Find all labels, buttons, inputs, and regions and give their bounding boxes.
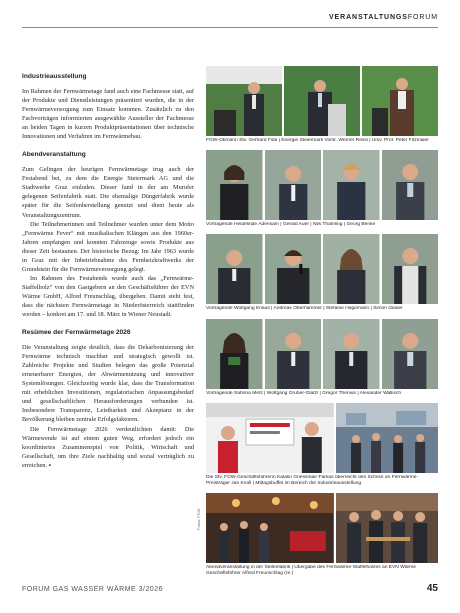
photo-lunch-buffet — [336, 403, 438, 473]
section-title — [329, 14, 438, 21]
photo-speaker-thamling — [323, 150, 380, 220]
photo-row-1 — [206, 66, 438, 136]
photo-speaker-wallisch — [382, 319, 439, 389]
photo-speaker-glaser — [382, 234, 439, 304]
photo-row-4 — [206, 319, 438, 389]
photo-speaker-benke — [382, 150, 439, 220]
publication-name: FORUM GAS WASSER WÄRME 3/2026 — [22, 586, 164, 593]
photo-speaker-gruber-glatzl — [265, 319, 322, 389]
photo-speaker-metz — [206, 319, 263, 389]
page-number: 45 — [426, 583, 438, 594]
photo-speaker-thenius — [323, 319, 380, 389]
photo-speaker-ressi — [284, 66, 360, 136]
photo-caption: Vortragende Wolfgang Knaus | Andreas Oberhammer | Stefanie Hagemann | Simon Glaser — [206, 306, 403, 312]
photo-speaker-auer — [265, 150, 322, 220]
paragraph: Im Rahmen des Festabends wurde auch das „Fernwärme-Staffelholz“ von den Gastgebern an den Geschäftsführer der EVN Wärme GmbH, Alfred Freunschlag, übergeben. Damit steht fest, dass die nächsten Fernwärmetage in Niederösterreich stattfinden werden – konkret am 17. und 18. März in Wiener Neustadt. — [22, 274, 194, 319]
photo-gallery — [206, 66, 438, 584]
photo-speaker-adensam — [206, 150, 263, 220]
section-divider — [22, 27, 438, 28]
photo-staffelholz-handover — [336, 493, 438, 563]
heading-abendveranstaltung: Abendveranstaltung — [22, 151, 86, 159]
photo-speaker-hagemann — [323, 234, 380, 304]
photo-credit: Fotos: FGW — [196, 508, 201, 530]
photo-row-6 — [206, 493, 438, 563]
photo-caption: Abendveranstaltung in der Seifenfabrik | Übergabe des Fernwärme-Staffelholzes an EVN Wärme Geschäftsführer Alfred Freunschlag (re.) — [206, 565, 416, 577]
section-title-bold: VERANSTALTUNGS — [328, 14, 408, 21]
heading-industrieausstellung: Industrieausstellung — [22, 73, 87, 80]
photo-row-5 — [206, 403, 438, 473]
paragraph: Im Rahmen der Fernwärmetage fand auch eine Fachmesse statt, auf der Produkte und Dienstleistungen präsentiert wurden, die in der Fernwärmeversorgung zum Einsatz kommen. Zusätzlich zu den Fachvorträgen informierten ausgewählte Aussteller der Fachmesse an beiden Tagen in kurzen Produktpräsentationen über technische Innovationen und Verfahren im Fernwärmebau. — [22, 88, 194, 141]
photo-speaker-knaus — [206, 234, 263, 304]
photo-evening-event — [206, 493, 334, 563]
photo-caption: FGW-Obmann Stv. Gerhard Fida | Energie Steiermark Vorst. Werner Ressi | Univ. Prof. Peter Fitzmaier — [206, 138, 429, 143]
photo-caption: Vortragende Heidelinde Adensam | Gerald Auer | Nils Thamling | Georg Benke — [206, 222, 376, 228]
photo-caption: Die Stv. FGW-Geschäftsführerin Katalin Griessmair-Farkas überreicht den Scheck an Fernwärme-Preisträger Jan Knoll | Mittagsbuffet im Bereich der Industrieausstellung — [206, 474, 419, 487]
photo-row-3 — [206, 234, 438, 304]
paragraph: Die Veranstaltung zeigte deutlich, dass die Dekarbonisierung der Fernwärme technisch machbar und strategisch gewollt ist. Zahlreiche Projekte und Studien belegen das große Potenzial erneuerbarer Energien, der Abwärmenutzung und innovativer Systemlösungen. Gleichzeitig wurde klar, dass die Transformation mit erheblichen Investitionen, regulatorischen Anpassungsbedarf und gesellschaftlichen Herausforderungen verbunden ist. Insbesondere Transparenz, Leistbarkeit und Akzeptanz in der Bevölkerung bleiben zentrale Erfolgsfaktoren. — [22, 344, 194, 424]
section-title-light: FORUM — [407, 14, 438, 21]
paragraph: Die Fernwärmetage 2026 verdeutlichten damit: Die Wärmewende ist auf einem guten Weg, erfordert jedoch ein koordiniertes Zusammenspiel von Politik, Wirtschaft und Gesellschaft, um ihre Ziele nachhaltig und sozial verträglich zu erreichen. ▪ — [22, 425, 194, 469]
photo-row-2 — [206, 150, 438, 220]
photo-award-cheque — [206, 403, 334, 473]
paragraph: Die Teilnehmerinnen und Teilnehmer wurden unter dem Motto „Fernwärme Fever“ mit musikalischen Klängen aus den 1960er-Jahren empfangen und konnten Fahrzeuge sowie Produkte aus dieser Zeit bestaunen. Der historische Bezug: Im Jahr 1963 wurde in Graz mit der Inbetriebnahme des Fernheizkraftwerks der Grundstein für die Fernwärmeversorgung gelegt. — [22, 220, 194, 273]
article-text — [22, 66, 194, 470]
heading-resuemee: Resümee der Fernwärmetage 2026 — [22, 329, 131, 337]
photo-caption: Vortragende Sabrina Metz | Wolfgang Gruber-Glatzl | Gregor Thenius | Alexander Wallisch — [206, 390, 402, 396]
paragraph: Zum Gelingen der heurigen Fernwärmetage trug auch der Festabend bei, zu dem die Energie Steiermark AG und die Stadtwerke Graz einluden. Dieser fand in der am Murufer gelegenen Seifenfabrik statt. Die ehemalige Düngerfabrik wurde später für die Seifenherstellung genutzt und dient heute als Veranstaltungszentrum. — [22, 166, 194, 219]
photo-speaker-fida — [206, 66, 282, 136]
photo-speaker-oberhammer — [265, 234, 322, 304]
photo-speaker-fitzmaier — [362, 66, 438, 136]
